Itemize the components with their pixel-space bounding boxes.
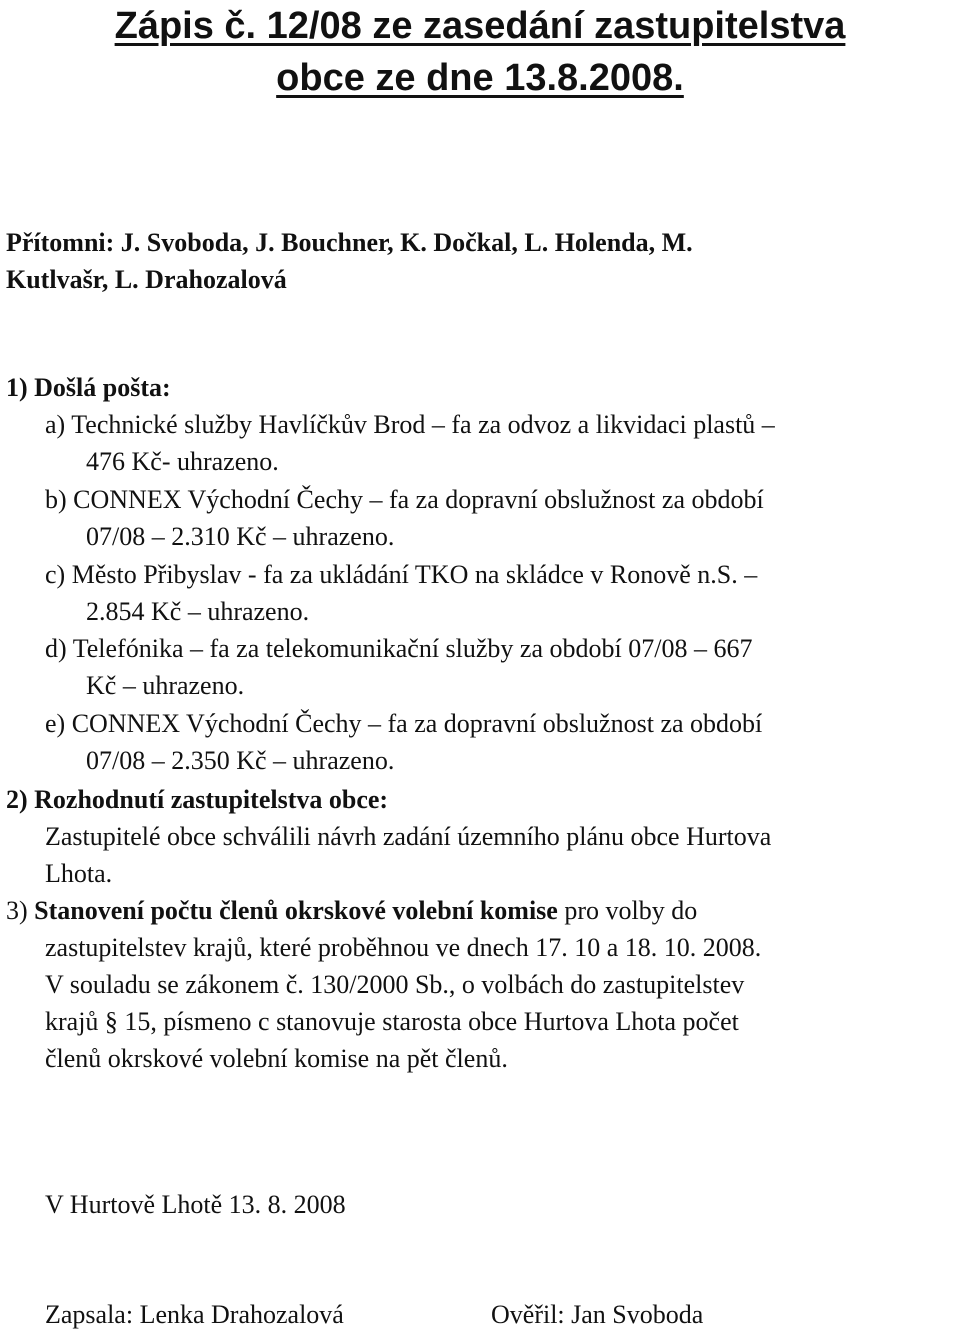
- section-3-line-2: zastupitelstev krajů, které proběhnou ve dnech 17. 10 a 18. 10. 2008.: [45, 933, 762, 962]
- mail-item-d-line-1: d) Telefónika – fa za telekomunikační služby za období 07/08 – 667: [45, 634, 753, 663]
- mail-item-e-line-1: e) CONNEX Východní Čechy – fa za dopravní obslužnost za období: [45, 709, 763, 738]
- verified-by-signature: Ověřil: Jan Svoboda: [491, 1300, 704, 1329]
- section-3-heading: Stanovení počtu členů okrskové volební komise: [34, 896, 558, 925]
- document-title-line-1: Zápis č. 12/08 ze zasedání zastupitelstva: [114, 5, 846, 47]
- mail-item-c-line-1: c) Město Přibyslav - fa za ukládání TKO na skládce v Ronově n.S. –: [45, 560, 758, 589]
- section-2-heading: 2) Rozhodnutí zastupitelstva obce:: [6, 785, 389, 814]
- section-3-line-4: krajů § 15, písmeno c stanovuje starosta obce Hurtova Lhota počet: [45, 1007, 739, 1036]
- mail-item-a-line-2: 476 Kč- uhrazeno.: [86, 447, 279, 476]
- mail-item-b-line-2: 07/08 – 2.310 Kč – uhrazeno.: [86, 522, 395, 551]
- section-3-line-1: [6, 892, 697, 929]
- mail-item-a-line-1: a) Technické služby Havlíčkův Brod – fa za odvoz a likvidaci plastů –: [45, 410, 775, 439]
- document-title-line-2: obce ze dne 13.8.2008.: [276, 57, 684, 99]
- section-2-text-line-1: Zastupitelé obce schválili návrh zadání územního plánu obce Hurtova: [45, 822, 772, 851]
- section-3-line-5: členů okrskové volební komise na pět členů.: [45, 1044, 508, 1073]
- attendees-line-1: Přítomni: J. Svoboda, J. Bouchner, K. Dočkal, L. Holenda, M.: [6, 228, 693, 257]
- attendees-line-2: Kutlvašr, L. Drahozalová: [6, 265, 287, 294]
- mail-item-e-line-2: 07/08 – 2.350 Kč – uhrazeno.: [86, 746, 395, 775]
- section-3-number: 3): [6, 896, 35, 925]
- section-3-line-1-rest: pro volby do: [557, 896, 698, 925]
- mail-item-b-line-1: b) CONNEX Východní Čechy – fa za dopravní obslužnost za období: [45, 485, 764, 514]
- section-1-heading: 1) Došlá pošta:: [6, 373, 171, 402]
- recorded-by-signature: Zapsala: Lenka Drahozalová: [45, 1300, 344, 1329]
- mail-item-c-line-2: 2.854 Kč – uhrazeno.: [86, 597, 310, 626]
- mail-item-d-line-2: Kč – uhrazeno.: [86, 671, 245, 700]
- place-and-date: V Hurtově Lhotě 13. 8. 2008: [45, 1190, 346, 1219]
- section-2-text-line-2: Lhota.: [45, 859, 113, 888]
- section-3-line-3: V souladu se zákonem č. 130/2000 Sb., o volbách do zastupitelstev: [45, 970, 745, 999]
